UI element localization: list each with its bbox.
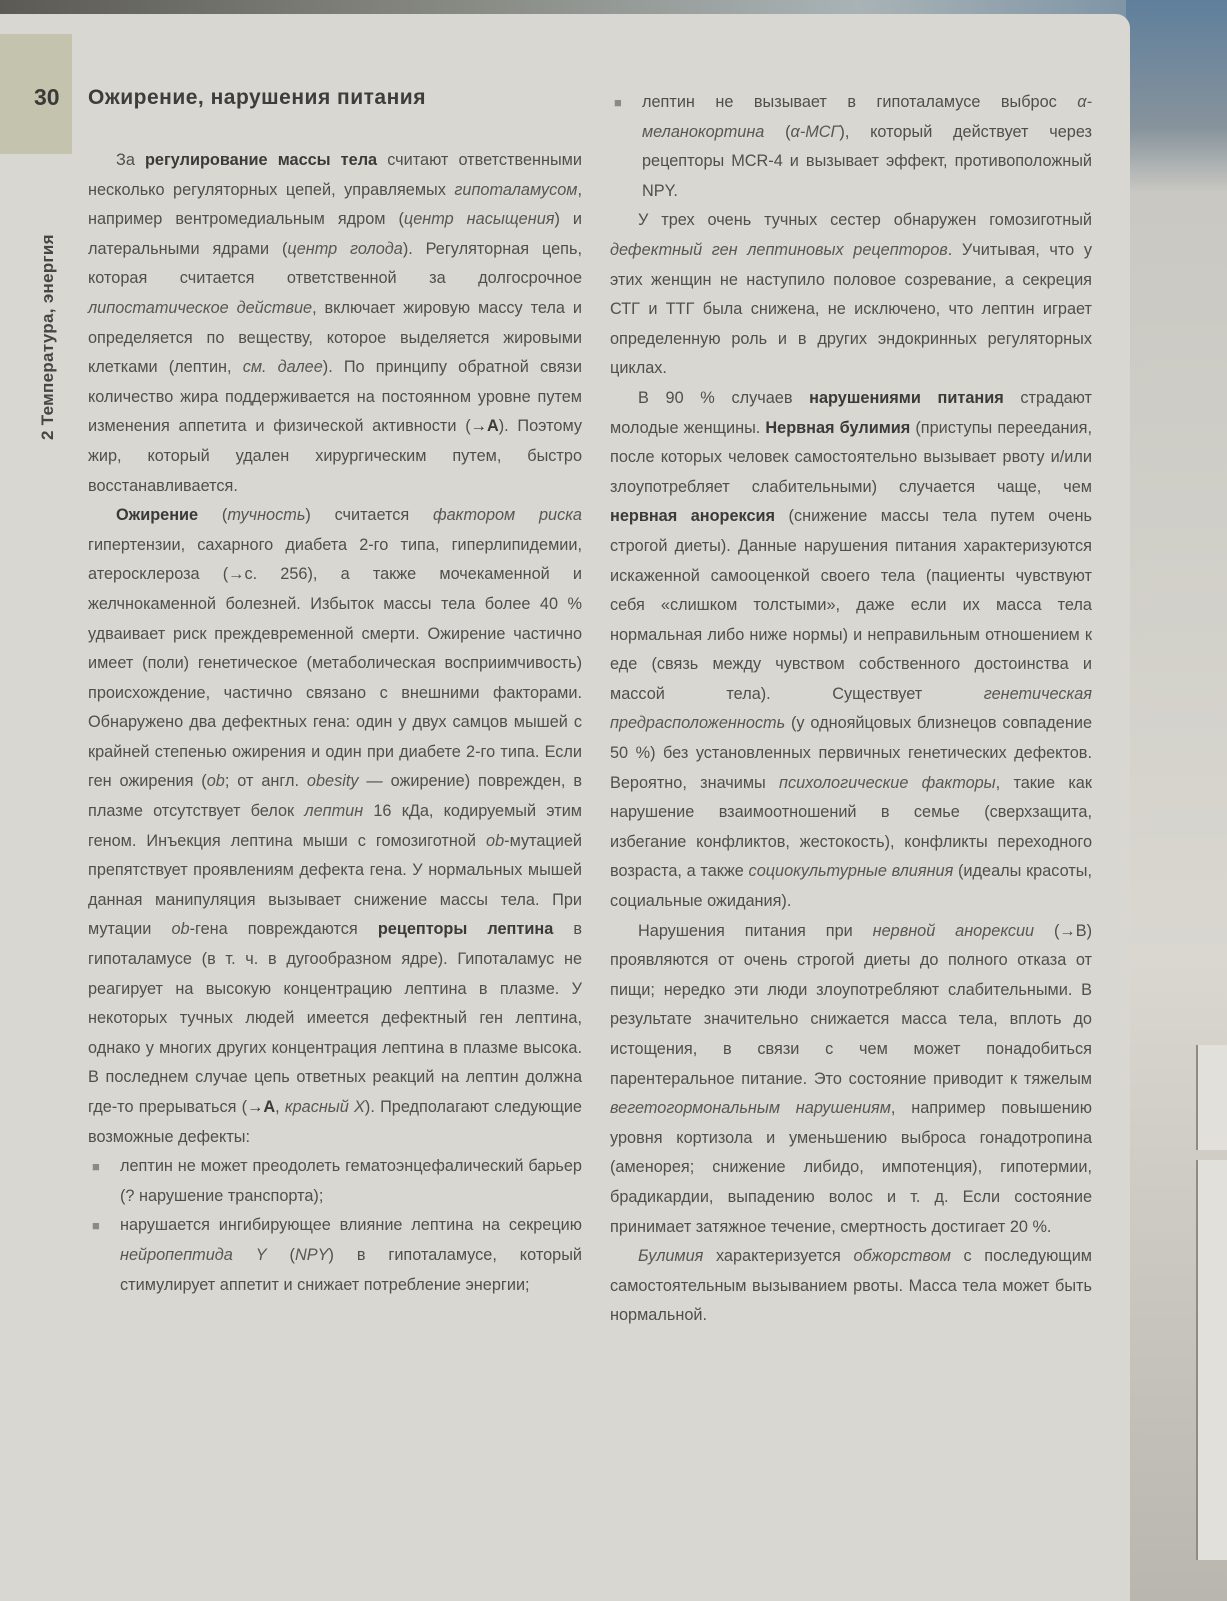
running-head: Ожирение, нарушения питания	[88, 86, 426, 109]
bullet-icon: ■	[92, 1218, 100, 1234]
right-column	[610, 88, 1092, 1331]
left-column	[88, 146, 582, 1300]
bullet-icon: ■	[92, 1159, 100, 1175]
paragraph: В 90 % случаев нарушениями питания страдают молодые женщины. Нервная булимия (приступы переедания, после которых человек самостоятельно вызывает рвоту и/или злоупотребляет слабительными) случается чаще, чем нервная анорексия (снижение массы тела путем очень строгой диеты). Данные нарушения питания характеризуются искаженной самооценкой своего тела (пациенты чувствуют себя «слишком толстыми», даже если их масса тела нормальная либо ниже нормы) и неправильным отношением к еде (связь между чувством собственного достоинства и массой тела). Существует генетическая предрасположенность (у однояйцовых близнецов совпадение 50 %) без установленных первичных генетических дефектов. Вероятно, значимы психологические факторы, такие как нарушение взаимоотношений в семье (сверхзащита, избегание конфликтов, жестокость), конфликты переходного возраста, а также социокультурные влияния (идеалы красоты, социальные ожидания).	[610, 388, 1092, 911]
page-edge-marker	[1196, 1160, 1227, 1560]
page-number: 30	[34, 84, 60, 110]
list-item: ■ нарушается ингибирующее влияние лептина на секрецию нейропептида Y (NPY) в гипоталамусе, который стимулирует аппетит и снижает потребление энергии;	[88, 1211, 582, 1300]
page-edge-marker	[1196, 1045, 1227, 1150]
paragraph: За регулирование массы тела считают ответственными несколько регуляторных цепей, управляемых гипоталамусом, например вентромедиальным ядром (центр насыщения) и латеральными ядрами (центр голода). Регуляторная цепь, которая считается ответственной за долгосрочное липостатическое действие, включает жировую массу тела и определяется по веществу, которое выделяется жировыми клетками (лептин, см. далее). По принципу обратной связи количество жира поддерживается на постоянном уровне путем изменения аппетита и физической активности (→A). Поэтому жир, который удален хирургическим путем, быстро восстанавливается.	[88, 151, 583, 495]
list-item: ■ лептин не может преодолеть гематоэнцефалический барьер (? нарушение транспорта);	[88, 1152, 582, 1211]
paragraph: У трех очень тучных сестер обнаружен гомозиготный дефектный ген лептиновых рецепторов. Учитывая, что у этих женщин не наступило половое созревание, а секреция СТГ и ТТГ была снижена, не исключено, что лептин играет определенную роль и в других эндокринных регуляторных циклах.	[610, 211, 1092, 378]
chapter-label: 2 Температура, энергия	[38, 234, 57, 440]
paragraph: Нарушения питания при нервной анорексии (→B) проявляются от очень строгой диеты до полного отказа от пищи; нередко эти люди злоупотребляют слабительными. В результате значительно снижается масса тела, вплоть до истощения, в связи с чем может понадобиться парентеральное питание. Это состояние приводит к тяжелым вегетогормональным нарушениям, например повышению уровня кортизола и уменьшению выброса гонадотропина (аменорея; снижение либидо, импотенция), гипотермии, брадикардии, выпадению волос и т. д. Если состояние принимает затяжное течение, смертность достигает 20 %.	[610, 921, 1092, 1236]
paragraph: Булимия характеризуется обжорством с последующим самостоятельным вызыванием рвоты. Масса тела может быть нормальной.	[610, 1247, 1092, 1325]
list-item: ■ лептин не вызывает в гипоталамусе выброс α-меланокортина (α-МСГ), который действует через рецепторы MCR-4 и вызывает эффект, противоположный NPY.	[610, 88, 1092, 206]
paragraph: Ожирение (тучность) считается фактором риска гипертензии, сахарного диабета 2-го типа, гиперлипидемии, атеросклероза (→с. 256), а также мочекаменной и желчнокаменной болезней. Избыток массы тела более 40 % удваивает риск преждевременной смерти. Ожирение частично имеет (поли) генетическое (метаболическая восприимчивость) происхождение, частично связано с внешними факторами. Обнаружено два дефектных гена: один у двух самцов мышей с крайней степенью ожирения и один при диабете 2-го типа. Если ген ожирения (ob; от англ. obesity — ожирение) поврежден, в плазме отсутствует белок лептин 16 кДа, кодируемый этим геном. Инъекция лептина мыши с гомозиготной ob-мутацией препятствует проявлениям дефекта гена. У нормальных мышей данная манипуляция вызывает снижение массы тела. При мутации ob-гена повреждаются рецепторы лептина в гипоталамусе (в т. ч. в дугообразном ядре). Гипоталамус не реагирует на высокую концентрацию лептина в плазме. У некоторых тучных людей имеется дефектный ген лептина, однако у многих других концентрация лептина в плазме высока. В последнем случае цепь ответных реакций на лептин должна где-то прерываться (→A, красный X). Предполагают следующие возможные дефекты:	[88, 506, 582, 1146]
bullet-icon: ■	[614, 95, 622, 110]
